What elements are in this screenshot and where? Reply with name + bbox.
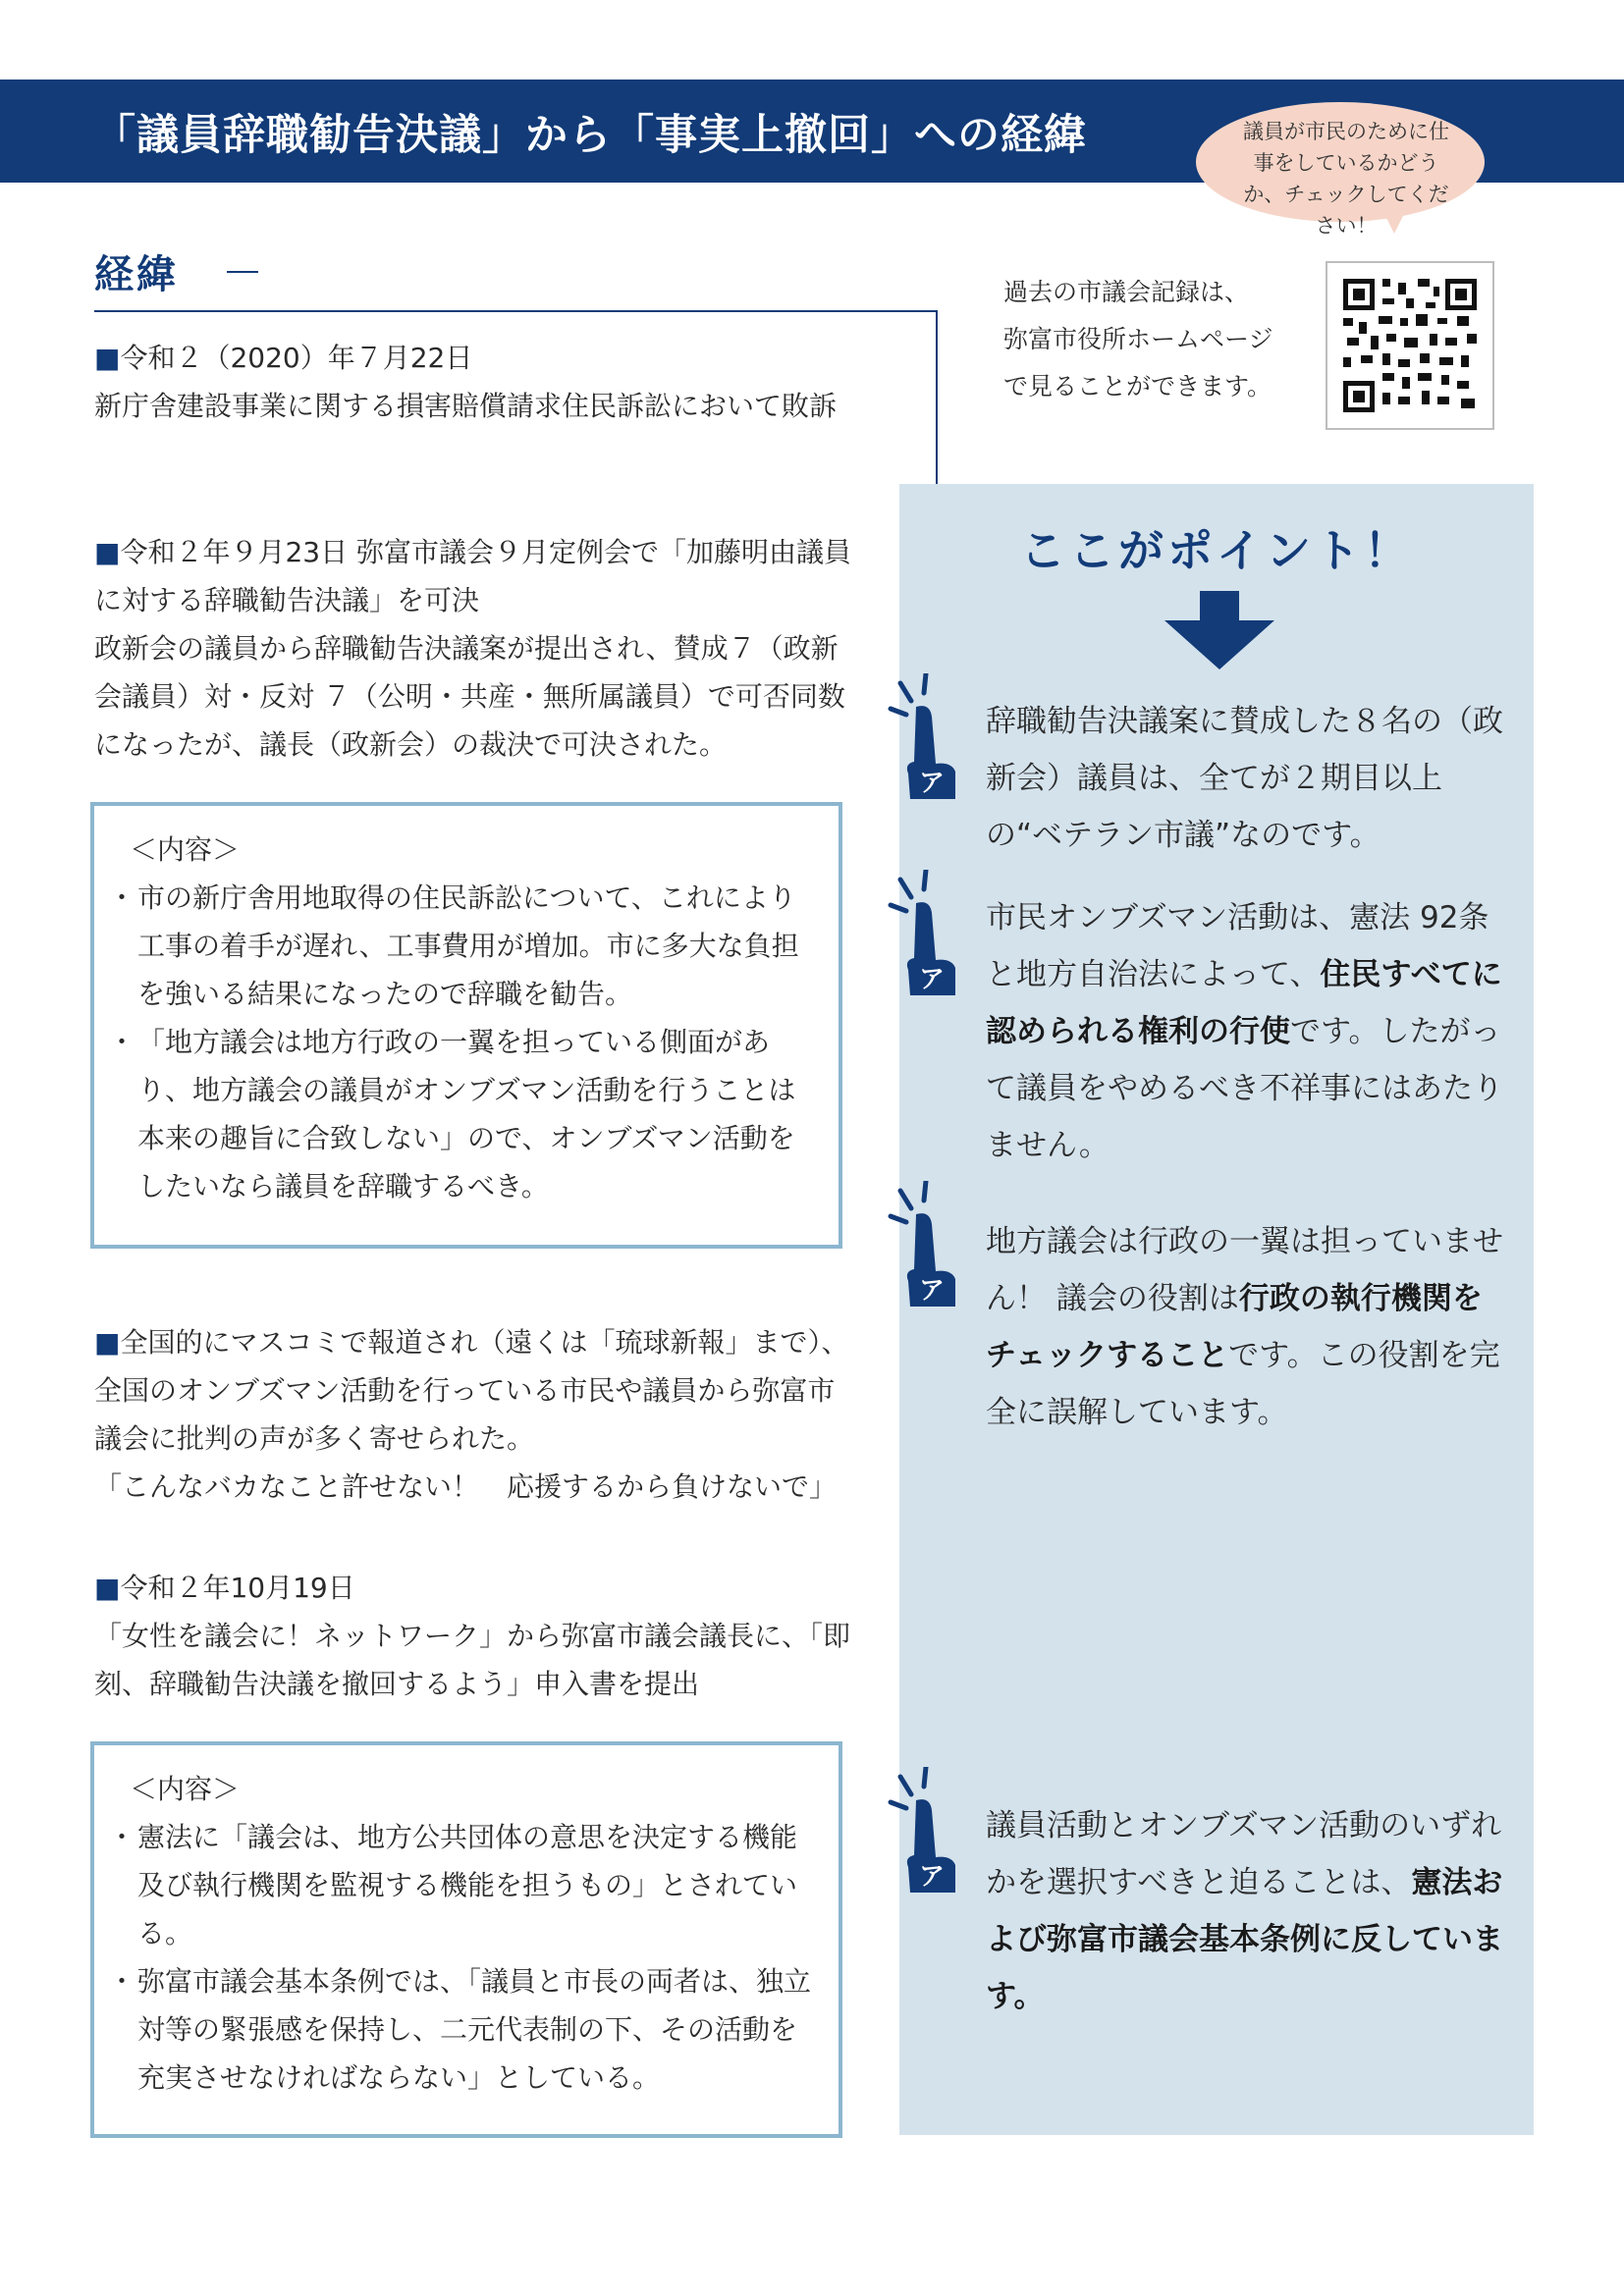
finger-icon-label: ア — [918, 1862, 946, 1892]
connector-line — [94, 310, 938, 312]
point-text: 市民オンブズマン活動は、憲法 92条と地方自治法によって、住民すべてに認められる権利の行使です。したがって議員をやめるべき不祥事にはあたりません。 — [986, 900, 1503, 1163]
content-box-label: ＜内容＞ — [130, 1773, 241, 1805]
content-list — [108, 1813, 819, 2102]
content-box — [90, 802, 842, 1249]
qr-code[interactable] — [1326, 261, 1494, 430]
point-text: 議員活動とオンブズマン活動のいずれかを選択すべきと迫ることは、憲法および弥富市議会基本条例に反しています。 — [986, 1808, 1503, 2014]
finger-icon-label: ア — [918, 769, 946, 798]
timeline-entry-heading: ■令和２年10月19日 — [94, 1572, 355, 1604]
content-box-label: ＜内容＞ — [130, 833, 241, 866]
point-title: ここがポイント！ — [1020, 524, 1413, 577]
speech-bubble-text: 議員が市民のために仕事をしているかどうか、チェックしてください！ — [1243, 120, 1449, 238]
list-item: ・ 市の新庁舎用地取得の住民訴訟について、これにより工事の着手が遅れ、工事費用が増加。市に多大な負担を強いる結果になったので辞職を勧告。 — [108, 874, 819, 1018]
raised-finger-icon — [885, 673, 963, 801]
qr-code-graphic — [1343, 279, 1477, 412]
point-text: 辞職勧告決議案に賛成した８名の（政新会）議員は、全てが２期目以上の“ベテラン市議”なのです。 — [986, 704, 1503, 853]
qr-caption-line: で見ることができます。 — [1003, 372, 1272, 400]
finger-icon-label: ア — [918, 965, 946, 994]
list-item: ・ 弥富市議会基本条例では、「議員と市長の両者は、独立対等の緊張感を保持し、二元代表制の下、その活動を充実させなければならない」としている。 — [108, 1957, 819, 2102]
square-bullet-icon: ■ — [94, 1572, 121, 1604]
timeline-entry-body: 新庁舎建設事業に関する損害賠償請求住民訴訟において敗訴 — [94, 390, 838, 422]
content-box — [90, 1741, 842, 2138]
finger-icon-label: ア — [918, 1276, 946, 1306]
qr-caption — [1003, 269, 1318, 410]
section-heading: 経緯 — [94, 251, 179, 297]
list-item: ・ 「地方議会は地方行政の一翼を担っている側面があり、地方議会の議員がオンブズマン活動を行うことは本来の趣旨に合致しない」ので、オンブズマン活動をしたいなら議員を辞職するべき。 — [108, 1018, 819, 1210]
timeline-entry-heading: ■令和２（2020）年７月22日 — [94, 342, 473, 374]
qr-caption-line: 過去の市議会記録は、 — [1003, 278, 1250, 306]
timeline-entry-body: 「女性を議会に！ネットワーク」から弥富市議会議長に、「即刻、辞職勧告決議を撤回するよう」申入書を提出 — [94, 1620, 851, 1700]
square-bullet-icon: ■ — [94, 342, 121, 374]
timeline-entry — [94, 528, 860, 769]
raised-finger-icon — [885, 870, 963, 997]
heading-dash-divider — [227, 271, 258, 273]
point-text: 地方議会は行政の一翼は担っていません！ 議会の役割は行政の執行機関をチェックすることです。この役割を完全に誤解しています。 — [986, 1224, 1503, 1430]
qr-caption-line: 弥富市役所ホームページ — [1003, 325, 1273, 353]
timeline-entry — [94, 334, 860, 430]
timeline-entry — [94, 1318, 860, 1511]
timeline-entry-body: 政新会の議員から辞職勧告決議案が提出され、賛成７（政新会議員）対・反対 ７（公明・共産・無所属議員）で可否同数になったが、議長（政新会）の裁決で可決された。 — [94, 632, 845, 761]
square-bullet-icon: ■ — [94, 1326, 121, 1359]
timeline-entry-heading: ■全国的にマスコミで報道され（遠くは「琉球新報」まで）、全国のオンブズマン活動を行っている市民や議員から弥富市議会に批判の声が多く寄せられた。 — [94, 1326, 849, 1455]
timeline-entry-heading: ■令和２年９月23日 弥富市議会９月定例会で「加藤明由議員に対する辞職勧告決議」を可決 — [94, 536, 852, 616]
timeline-entry — [94, 1564, 860, 1708]
page-title: 「議員辞職勧告決議」から「事実上撤回」への経緯 — [93, 111, 1087, 160]
down-arrow-icon — [1164, 591, 1274, 669]
content-list — [108, 874, 819, 1210]
timeline-entry-body: 「こんなバカなこと許せない！ 応援するから負けないで」 — [94, 1470, 838, 1503]
raised-finger-icon — [885, 1767, 963, 1895]
square-bullet-icon: ■ — [94, 536, 121, 568]
list-item: ・ 憲法に「議会は、地方公共団体の意思を決定する機能及び執行機関を監視する機能を担うもの」とされている。 — [108, 1813, 819, 1957]
raised-finger-icon — [885, 1181, 963, 1308]
